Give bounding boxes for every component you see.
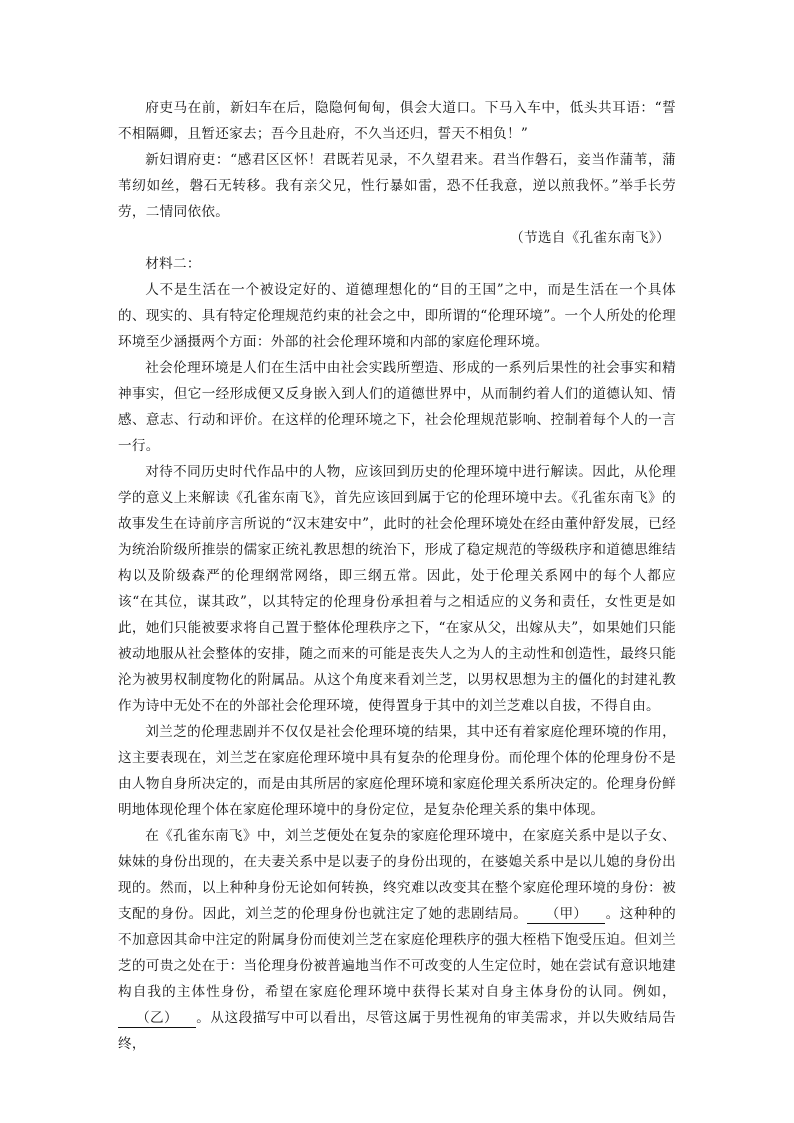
paragraph-5-text-c: 。从这段描写中可以看出，尽管这属于男性视角的审美需求，并以失败结局告终， bbox=[118, 1010, 676, 1052]
poem-paragraph-2: 新妇谓府吏：“感君区区怀！君既若见录，不久望君来。君当作磐石，妾当作蒲苇，蒲苇纫如丝，磐石无转移。我有亲父兄，性行暴如雷，恐不任我意，逆以煎我怀。”举手长劳劳，二情同依依。 bbox=[118, 152, 676, 220]
material-2-paragraph-4: 刘兰芝的伦理悲剧并不仅仅是社会伦理环境的结果，其中还有着家庭伦理环境的作用，这主要表现在，刘兰芝在家庭伦理环境中具有复杂的伦理身份。而伦理个体的伦理身份不是由人物自身所决定的，而是由其所居的家庭伦理环境和家庭伦理关系所决定的。伦理身份鲜明地体现伦理个体在家庭伦理环境中的身份定位，是复杂伦理关系的集中体现。 bbox=[118, 724, 676, 818]
material-2-paragraph-3: 对待不同历史时代作品中的人物，应该回到历史的伦理环境中进行解读。因此，从伦理学的意义上来解读《孔雀东南飞》，首先应该回到属于它的伦理环境中去。《孔雀东南飞》的故事发生在诗前序言所说的“汉末建安中”，此时的社会伦理环境处在经由董仲舒发展，已经为统治阶级所推崇的儒家正统礼教思想的统治下，形成了稳定规范的等级秩序和道德思维结构以及阶级森严的伦理纲常网络，即三纲五常。因此，处于伦理关系网中的每个人都应该“在其位，谋其政”，以其特定的伦理身份承担着与之相适应的义务和责任，女性更是如此，她们只能被要求将自己置于整体伦理秩序之下，“在家从父，出嫁从夫”，如果她们只能被动地服从社会整体的安排，随之而来的可能是丧失人之为人的主动性和创造性，最终只能沦为被男权制度物化的附属品。从这个角度来看刘兰芝，以男权思想为主的僵化的封建礼教作为诗中无处不在的外部社会伦理环境，使得置身于其中的刘兰芝难以自拔，不得自由。 bbox=[118, 464, 676, 714]
blank-jia: （甲） bbox=[527, 905, 605, 924]
poem-paragraph-1: 府吏马在前，新妇车在后，隐隐何甸甸，俱会大道口。下马入车中，低头共耳语：“誓不相隔卿，且暂还家去；吾今且赴府，不久当还归，誓天不相负！” bbox=[118, 100, 676, 142]
material-2-paragraph-2: 社会伦理环境是人们在生活中由社会实践所塑造、形成的一系列后果性的社会事实和精神事实，但它一经形成便又反身嵌入到人们的道德世界中，从而制约着人们的道德认知、情感、意志、行动和评价。在这样的伦理环境之下，社会伦理规范影响、控制着每个人的一言一行。 bbox=[118, 360, 676, 454]
paragraph-5-text-b: 。这种种的不加意因其命中注定的附属身份而使刘兰芝在家庭伦理秩序的强大桎梏下饱受压迫。但刘兰芝的可贵之处在于：当伦理身份被普遍地当作不可改变的人生定位时，她在尝试有意识地建构自我的主体性身份，希望在家庭伦理环境中获得长某对自身主体身份的认同。例如， bbox=[118, 906, 677, 1000]
blank-yi: （乙） bbox=[118, 1009, 196, 1028]
material-2-paragraph-5 bbox=[118, 823, 676, 1057]
material-2-paragraph-1: 人不是生活在一个被设定好的、道德理想化的“目的王国”之中，而是生活在一个具体的、现实的、具有特定伦理规范约束的社会之中，即所谓的“伦理环境”。一个人所处的伦理环境至少涵摄两个方面：外部的社会伦理环境和内部的家庭伦理环境。 bbox=[118, 282, 676, 350]
material-2-heading: 材料二： bbox=[145, 256, 201, 272]
paragraph-5-text-a: 在《孔雀东南飞》中，刘兰芝便处在复杂的家庭伦理环境中，在家庭关系中是以子女、妹妹的身份出现的，在夫妻关系中是以妻子的身份出现的，在婆媳关系中是以儿媳的身份出现的。然而，以上种种身份无论如何转换，终究难以改变其在整个家庭伦理环境的身份：被支配的身份。因此，刘兰芝的伦理身份也就注定了她的悲剧结局。 bbox=[118, 828, 676, 922]
poem-source: （节选自《孔雀东南飞》） bbox=[510, 230, 670, 246]
